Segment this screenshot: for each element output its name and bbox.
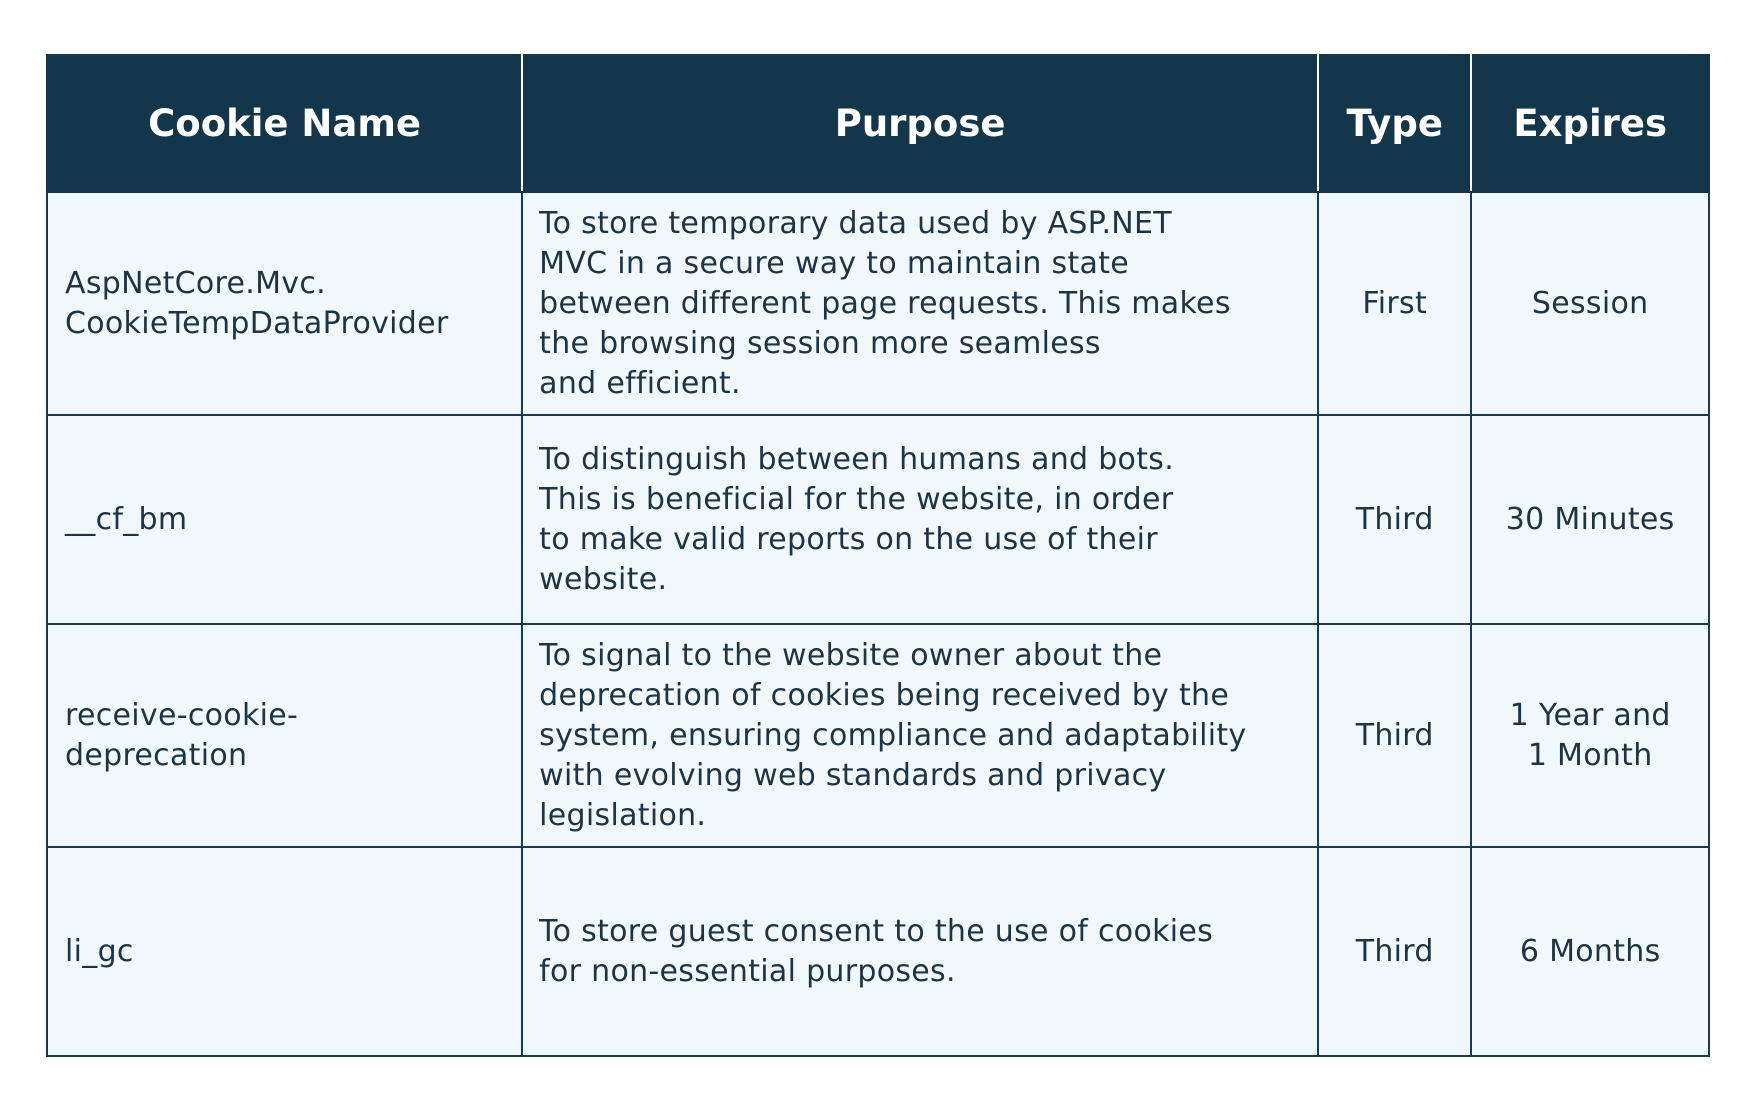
- type-cell: Third: [1318, 847, 1471, 1056]
- expires-cell: [1471, 192, 1709, 415]
- purpose-line: the browsing session more seamless: [539, 325, 1101, 361]
- cookie-name-cell: [47, 624, 522, 847]
- purpose-cell: [522, 192, 1318, 415]
- cookie-name-line: li_gc: [65, 933, 134, 969]
- cookie-table: [46, 54, 1710, 1057]
- header-purpose: Purpose: [522, 55, 1318, 192]
- purpose-line: system, ensuring compliance and adaptability: [539, 717, 1247, 753]
- purpose-line: To signal to the website owner about the: [539, 637, 1163, 673]
- expires-cell: [1471, 415, 1709, 624]
- cookie-name-cell: [47, 192, 522, 415]
- purpose-cell: [522, 624, 1318, 847]
- cookie-name-line: CookieTempDataProvider: [65, 305, 449, 341]
- expires-cell: [1471, 847, 1709, 1056]
- expires-cell: [1471, 624, 1709, 847]
- cookie-name-cell: [47, 415, 522, 624]
- header-row: [47, 55, 1709, 192]
- purpose-line: deprecation of cookies being received by the: [539, 677, 1230, 713]
- purpose-line: To store temporary data used by ASP.NET: [539, 205, 1172, 241]
- expires-line: 6 Months: [1519, 933, 1661, 969]
- expires-line: Session: [1531, 285, 1649, 321]
- cookie-name-line: __cf_bm: [65, 501, 188, 537]
- table-row: [47, 624, 1709, 847]
- purpose-line: with evolving web standards and privacy: [539, 757, 1167, 793]
- purpose-line: MVC in a secure way to maintain state: [539, 245, 1130, 281]
- header-expires: Expires: [1471, 55, 1709, 192]
- table-row: [47, 847, 1709, 1056]
- header-cookie-name: Cookie Name: [47, 55, 522, 192]
- type-cell: Third: [1318, 624, 1471, 847]
- purpose-line: To store guest consent to the use of cookies: [539, 913, 1214, 949]
- purpose-line: legislation.: [539, 797, 707, 833]
- type-cell: First: [1318, 192, 1471, 415]
- expires-line: 1 Year and: [1509, 697, 1671, 733]
- header-type: Type: [1318, 55, 1471, 192]
- cookie-name-cell: [47, 847, 522, 1056]
- cookie-name-line: receive-cookie-: [65, 697, 299, 733]
- purpose-line: to make valid reports on the use of their: [539, 521, 1158, 557]
- table-row: [47, 192, 1709, 415]
- expires-line: 30 Minutes: [1505, 501, 1675, 537]
- type-cell: Third: [1318, 415, 1471, 624]
- purpose-cell: [522, 415, 1318, 624]
- purpose-line: for non-essential purposes.: [539, 953, 956, 989]
- purpose-line: This is beneficial for the website, in order: [539, 481, 1174, 517]
- expires-line: 1 Month: [1527, 737, 1653, 773]
- cookie-name-line: AspNetCore.Mvc.: [65, 265, 326, 301]
- table-body: [47, 192, 1709, 1056]
- table-row: [47, 415, 1709, 624]
- cookie-name-line: deprecation: [65, 737, 248, 773]
- purpose-line: between different page requests. This makes: [539, 285, 1231, 321]
- purpose-cell: [522, 847, 1318, 1056]
- purpose-line: To distinguish between humans and bots.: [539, 441, 1175, 477]
- table-header: [47, 55, 1709, 192]
- purpose-line: website.: [539, 561, 668, 597]
- purpose-line: and efficient.: [539, 365, 741, 401]
